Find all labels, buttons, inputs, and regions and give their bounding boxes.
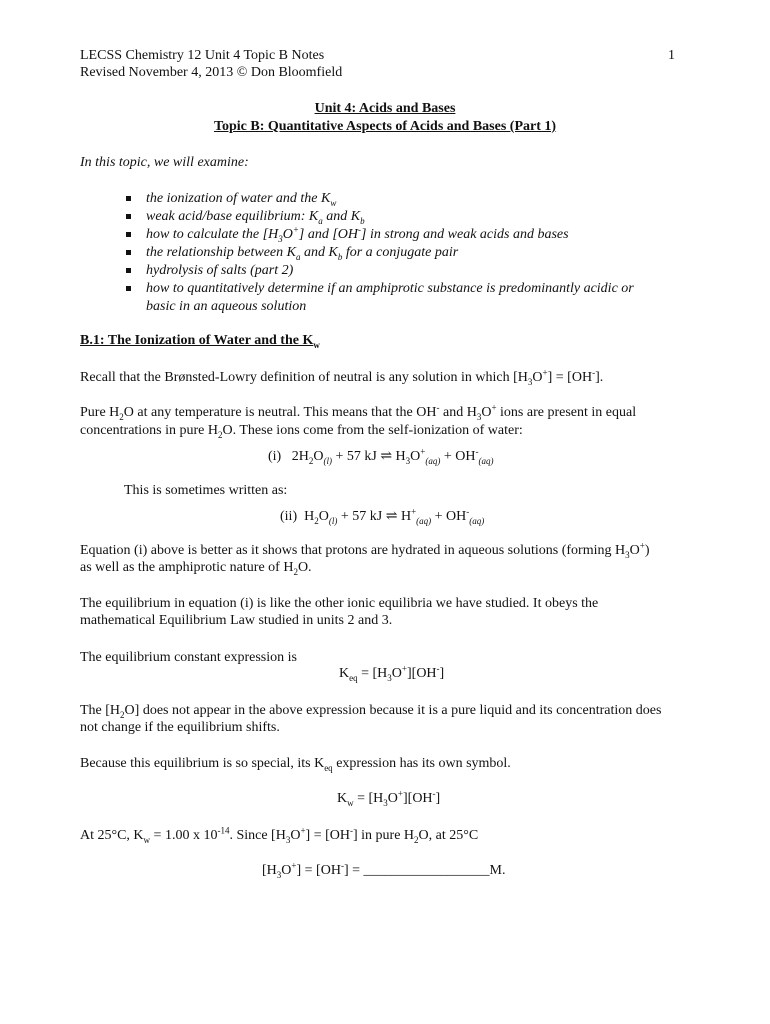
equation-comparison-line1: Equation (i) above is better as it shows that protons are hydrated in aqueous solutions (forming $H_3O^+$) [80,540,650,560]
topic-title: Topic B: Quantitative Aspects of Acids and Bases (Part 1) [213,119,557,134]
header-revised: Revised November 4, 2013 © Don Bloomfield [80,65,343,80]
kw-expression: $K_w = [H_3O^+][OH^-]$ [337,788,441,808]
alt-written-text: This is sometimes written as: [124,483,288,498]
constant-expression-text: The equilibrium constant expression is [80,650,297,665]
equation-i: (i) $2H_2O_{(l)} + 57$ kJ ⇌ $H_3O^+_{(aq)} + OH^-_{(aq)}$ [268,446,494,466]
pure-water-paragraph-line2: concentrations in pure $H_2O$. These ions come from the self-ionization of water: [80,423,523,440]
list-item: the ionization of water and the $K_w$ [124,190,634,208]
kw-value-text: At 25°C, $K_w = 1.00$ x $10^{-14}$. Since $[H_3O^+] = [OH^-]$ in pure $H_2O$, at 25°C [80,825,479,845]
pure-water-paragraph-line1: Pure $H_2O$ at any temperature is neutral. This means that the OH- and $H_3O^+$ ions are present in equal [80,402,637,422]
water-omitted-line1: The $[H_2O]$ does not appear in the above expression because it is a pure liquid and its concentration does [80,703,662,720]
list-item: the relationship between $K_a$ and $K_b$ for a conjugate pair [124,244,634,262]
equation-ii: (ii) $H_2O_{(l)} + 57$ kJ ⇌ $H^+_{(aq)} + OH^-_{(aq)}$ [280,506,485,526]
answer-blank: __________________ [363,863,490,878]
equilibrium-law-line2: mathematical Equilibrium Law studied in units 2 and 3. [80,613,393,628]
topic-list [124,190,634,316]
equation-comparison-line2: as well as the amphiprotic nature of $H_2O$. [80,560,312,577]
page-number: 1 [668,48,675,63]
keq-expression: $K_{eq} = [H_3O^+][OH^-]$ [339,663,445,683]
intro-text: In this topic, we will examine: [80,155,249,170]
neutral-definition: Recall that the Brønsted-Lowry definition of neutral is any solution in which $[H_3O^+] = [OH^-]$. [80,367,604,387]
special-symbol-text: Because this equilibrium is so special, its $K_{eq}$ expression has its own symbol. [80,756,511,773]
section-heading: B.1: The Ionization of Water and the $K_w$ [80,333,320,350]
list-item: weak acid/base equilibrium: $K_a$ and $K_b$ [124,208,634,226]
list-item: hydrolysis of salts (part 2) [124,262,634,280]
unit-title: Unit 4: Acids and Bases [314,101,456,116]
list-item: how to calculate the $[H_3O^+]$ and [OH-] in strong and weak acids and bases [124,226,634,244]
header-course: LECSS Chemistry 12 Unit 4 Topic B Notes [80,48,325,63]
concentration-answer-line: $[H_3O^+] = [OH^-]$ = __________________M. [262,860,506,880]
water-omitted-line2: not change if the equilibrium shifts. [80,720,280,735]
equilibrium-law-line1: The equilibrium in equation (i) is like the other ionic equilibria we have studied. It obeys the [80,596,599,611]
list-item: how to quantitatively determine if an amphiprotic substance is predominantly acidic or basic in an aqueous solution [124,280,634,316]
